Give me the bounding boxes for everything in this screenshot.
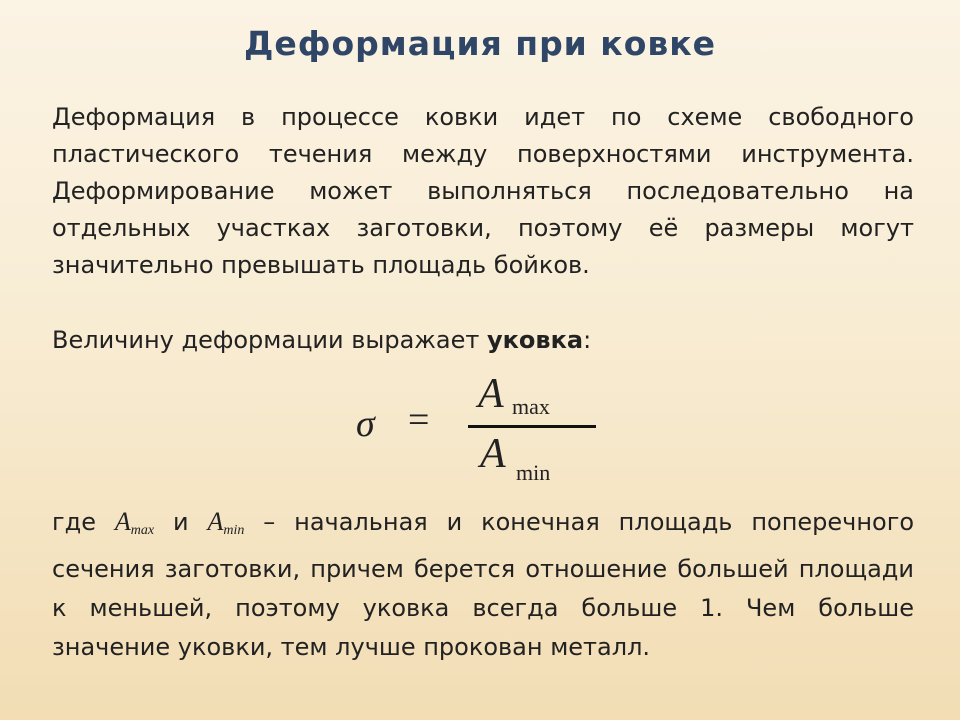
formula-numerator-subscript: max: [512, 394, 550, 419]
symbol-a-min-letter: A: [207, 507, 224, 536]
symbol-a-max: [115, 507, 154, 536]
intro-colon: :: [583, 326, 592, 354]
intro-text: Величину деформации выражает: [52, 326, 487, 354]
formula-sigma: σ: [356, 403, 375, 445]
explanation-and: и: [154, 508, 208, 536]
paragraph-explanation: [52, 502, 914, 667]
formula-denominator-symbol: A: [480, 431, 506, 477]
paragraph-description: Деформация в процессе ковки идет по схеме свободного пластического течения между поверхностями инструмента. Деформирование может выполняться последовательно на отдельных участках заготовки, поэтому её размеры могут значительно превышать площадь бойков.: [52, 103, 914, 279]
symbol-a-min: [207, 507, 244, 536]
explanation-rest: – начальная и конечная площадь поперечного сечения заготовки, причем берется отношение большей площади к меньшей, поэтому уковка всегда больше 1. Чем больше значение уковки, тем лучше прокован металл.: [52, 508, 914, 661]
term-ukovka: уковка: [486, 326, 584, 354]
forging-ratio-formula: [340, 368, 620, 488]
formula-denominator-subscript: min: [516, 460, 551, 485]
paragraph-intro-formula: [52, 322, 914, 359]
formula-numerator-symbol: A: [478, 371, 504, 417]
symbol-a-max-letter: A: [114, 507, 131, 536]
explanation-intro: где: [52, 508, 115, 536]
symbol-a-min-subscript: min: [223, 523, 245, 538]
slide-title: Деформация при ковке: [243, 24, 717, 63]
formula-fraction-bar: [468, 425, 596, 428]
symbol-a-max-subscript: max: [130, 523, 155, 538]
formula-equals: =: [408, 399, 430, 441]
